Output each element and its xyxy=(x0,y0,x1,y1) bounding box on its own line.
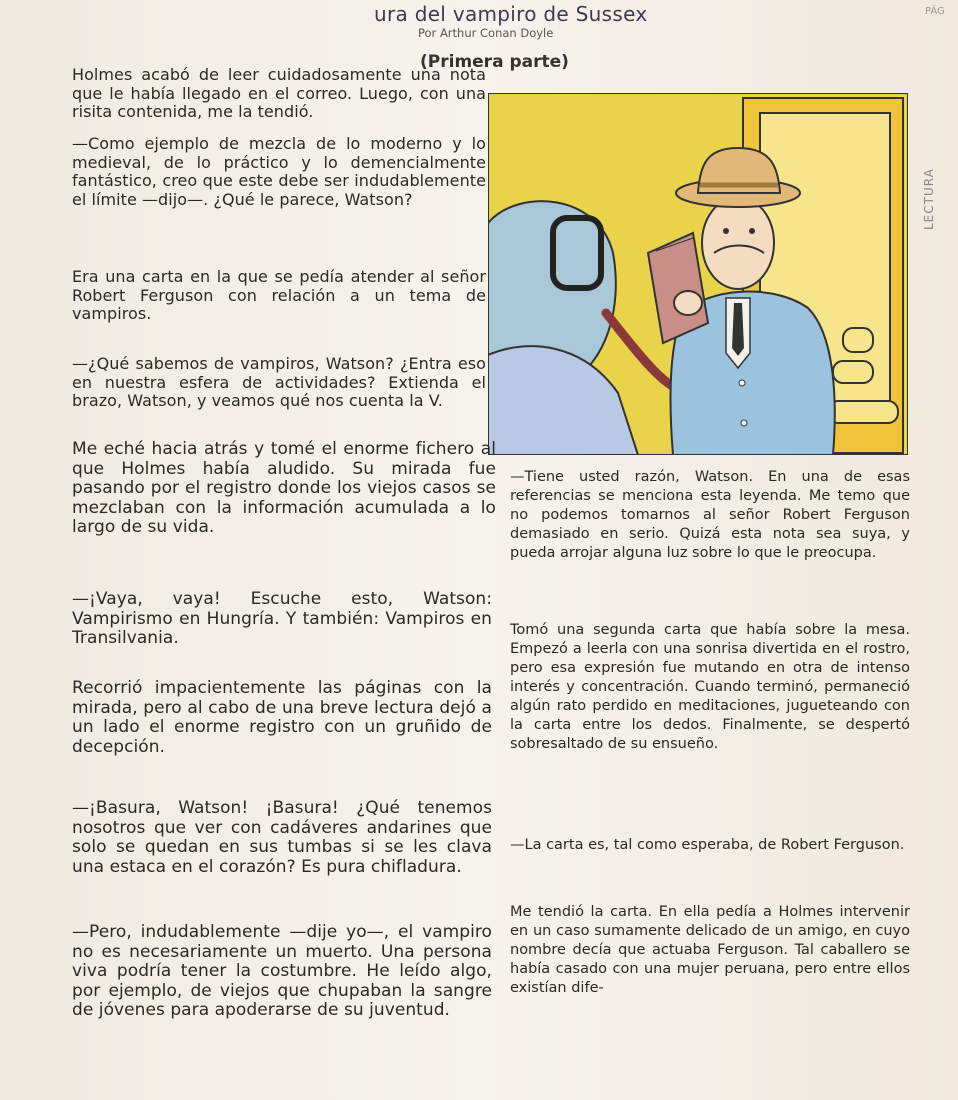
paragraph: —La carta es, tal como esperaba, de Robert Ferguson. xyxy=(510,837,905,853)
paragraph: Tomó una segunda carta que había sobre la mesa. Empezó a leerla con una sonrisa divertida en el rostro, pero esa expresión fue mutando en otra de intenso interés y concentración. Cuando terminó, permaneció algún rato perdido en meditaciones, jugueteando con la carta entre los dedos. Finalmente, se despertó sobresaltado de su ensueño. xyxy=(510,622,910,752)
illustration-holmes-watson xyxy=(488,93,908,455)
paragraph: —¿Qué sabemos de vampiros, Watson? ¿Entra eso en nuestra esfera de actividades? Extienda el brazo, Watson, y veamos qué nos cuenta la V. xyxy=(72,354,486,410)
section-side-label: LECTURA xyxy=(922,168,936,230)
story-title: ura del vampiro de Sussex xyxy=(374,2,648,26)
paragraph: Me eché hacia atrás y tomé el enorme fichero al que Holmes había aludido. Su mirada fue pasando por el registro donde los viejos casos se mezclaban con la información acumulada a lo largo de su vida. xyxy=(72,439,496,537)
paragraph: —¡Basura, Watson! ¡Basura! ¿Qué tenemos nosotros que ver con cadáveres andarines que solo se quedan en sus tumbas si se les clava una estaca en el corazón? Es pura chifladura. xyxy=(72,798,492,877)
page-mark: PÁG xyxy=(925,6,945,17)
paragraph: Recorrió impacientemente las páginas con la mirada, pero al cabo de una breve lectura dejó a un lado el enorme registro con un gruñido de decepción. xyxy=(72,678,492,757)
paragraph: Era una carta en la que se pedía atender al señor Robert Ferguson con relación a un tema de vampiros. xyxy=(72,267,486,323)
paragraph: Me tendió la carta. En ella pedía a Holmes intervenir en un caso sumamente delicado de un amigo, en cuyo nombre decía que actuaba Ferguson. Tal caballero se había casado con una mujer peruana, pero entre ellos existían dife- xyxy=(510,904,910,996)
paragraph: —Tiene usted razón, Watson. En una de esas referencias se menciona esta leyenda. Me temo que no podemos tomarnos al señor Robert Ferguson demasiado en serio. Quizá esta nota sea suya, y pueda arrojar alguna luz sobre lo que le preocupa. xyxy=(510,469,910,561)
paragraph: Holmes acabó de leer cuidadosamente una nota que le había llegado en el correo. Luego, con una risita contenida, me la tendió. xyxy=(72,65,486,121)
paragraph: —Como ejemplo de mezcla de lo moderno y lo medieval, de lo práctico y lo demencialmente fantástico, creo que este debe ser indudablemente el límite —dijo—. ¿Qué le parece, Watson? xyxy=(72,134,486,209)
paragraph: —¡Vaya, vaya! Escuche esto, Watson: Vampirismo en Hungría. Y también: Vampiros en Transilvania. xyxy=(72,589,492,648)
part-label: (Primera parte) xyxy=(420,52,569,72)
paragraph: —Pero, indudablemente —dije yo—, el vampiro no es necesariamente un muerto. Una persona viva podría tener la costumbre. He leído algo, por ejemplo, de viejos que chupaban la sangre de jóvenes para apoderarse de su juventud. xyxy=(72,922,492,1020)
story-author: Por Arthur Conan Doyle xyxy=(418,26,554,40)
